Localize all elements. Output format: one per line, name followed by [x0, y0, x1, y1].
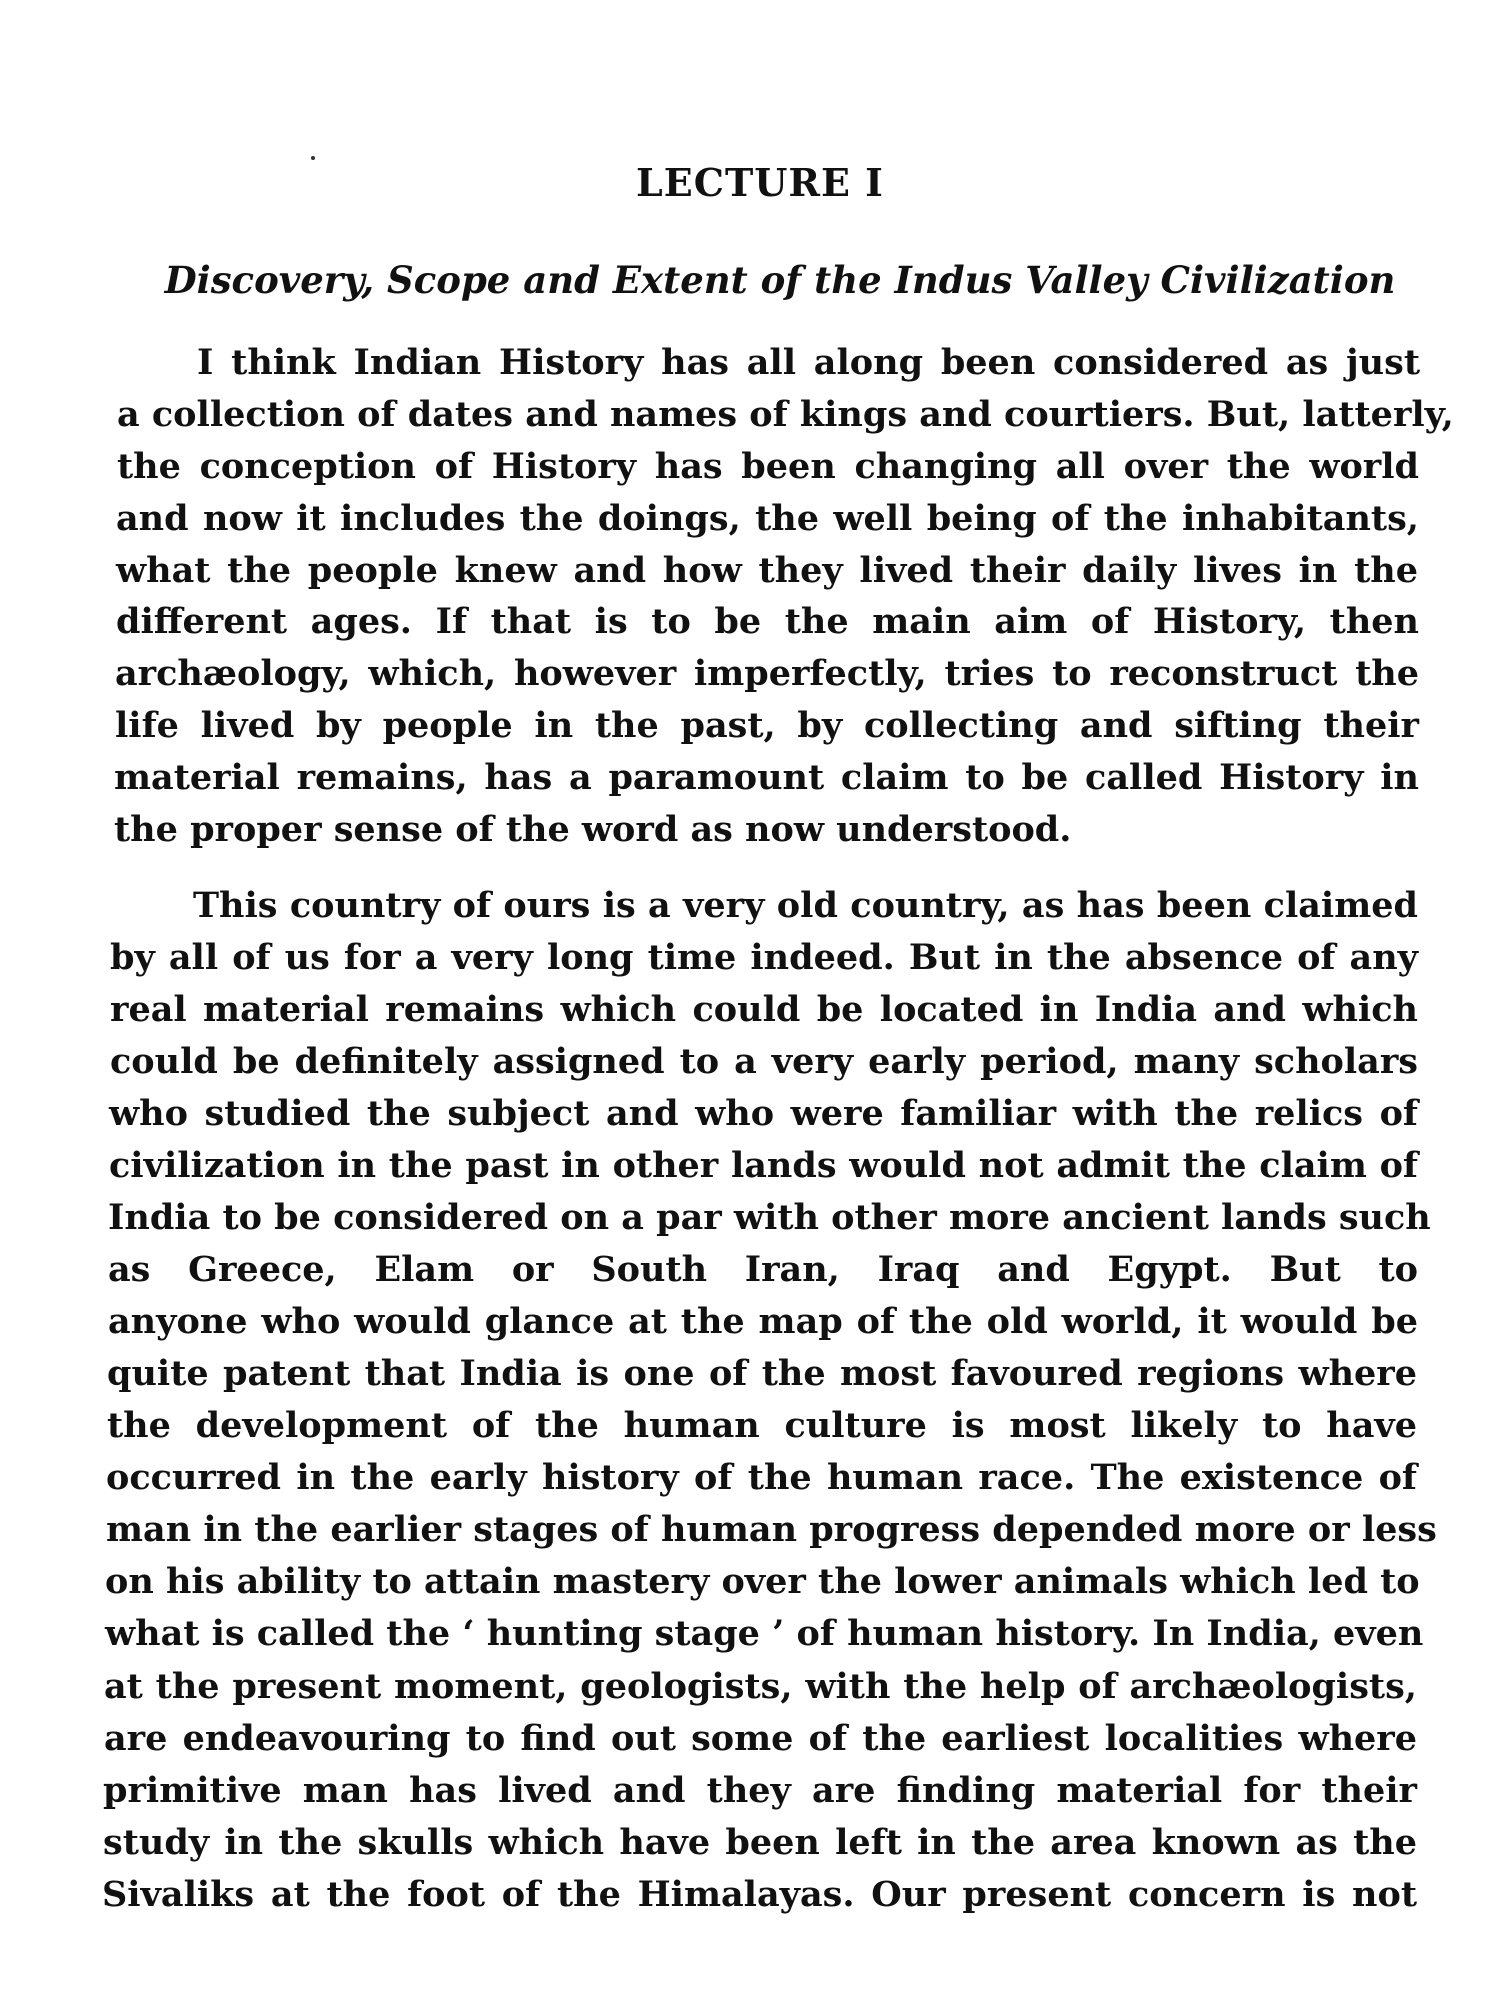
text-line: the conception of History has been changing all over the world: [117, 446, 1419, 487]
lecture-heading: LECTURE I: [636, 160, 884, 205]
text-line: study in the skulls which have been left in the area known as the: [103, 1822, 1417, 1863]
text-line: quite patent that India is one of the most favoured regions where: [107, 1353, 1417, 1394]
text-line: anyone who would glance at the map of the old world, it would be: [108, 1301, 1418, 1342]
text-line: India to be considered on a par with other more ancient lands such: [108, 1197, 1431, 1238]
text-line: different ages. If that is to be the main aim of History, then: [116, 601, 1419, 642]
text-line: and now it includes the doings, the well being of the inhabitants,: [116, 498, 1419, 539]
text-line: civilization in the past in other lands would not admit the claim of: [109, 1145, 1418, 1186]
text-line: are endeavouring to find out some of the earliest localities where: [104, 1718, 1417, 1759]
text-line: on his ability to attain mastery over the lower animals which led to: [105, 1561, 1420, 1602]
lecture-subtitle: Discovery, Scope and Extent of the Indus Valley Civilization: [164, 258, 1396, 302]
text-line: by all of us for a very long time indeed. But in the absence of any: [110, 937, 1418, 978]
text-line: the development of the human culture is most likely to have: [107, 1405, 1417, 1446]
text-line: material remains, has a paramount claim to be called History in: [114, 757, 1419, 798]
text-line: real material remains which could be located in India and which: [110, 989, 1418, 1030]
text-line: Sivaliks at the foot of the Himalayas. Our present concern is not: [102, 1874, 1417, 1915]
text-line: primitive man has lived and they are finding material for their: [103, 1770, 1417, 1811]
text-line: man in the earlier stages of human progress depended more or less: [106, 1509, 1437, 1550]
text-line: who studied the subject and who were familiar with the relics of: [109, 1093, 1418, 1134]
text-line: the proper sense of the word as now understood.: [114, 809, 1072, 850]
text-line: archæology, which, however imperfectly, tries to reconstruct the: [115, 653, 1419, 694]
text-line: as Greece, Elam or South Iran, Iraq and Egypt. But to: [108, 1249, 1418, 1290]
text-line: could be definitely assigned to a very early period, many scholars: [110, 1041, 1418, 1082]
text-line: what the people knew and how they lived their daily lives in the: [116, 550, 1418, 591]
text-line: what is called the ‘ hunting stage ’ of human history. In India, even: [105, 1613, 1424, 1654]
text-line: at the present moment, geologists, with the help of archæologists,: [104, 1666, 1417, 1707]
text-line: This country of ours is a very old country, as has been claimed: [193, 885, 1418, 926]
text-line: life lived by people in the past, by collecting and sifting their: [115, 705, 1419, 746]
text-line: a collection of dates and names of kings and courtiers. But, latterly,: [117, 394, 1454, 435]
text-line: occurred in the early history of the human race. The existence of: [106, 1457, 1417, 1498]
text-line: I think Indian History has all along been considered as just: [197, 342, 1420, 383]
